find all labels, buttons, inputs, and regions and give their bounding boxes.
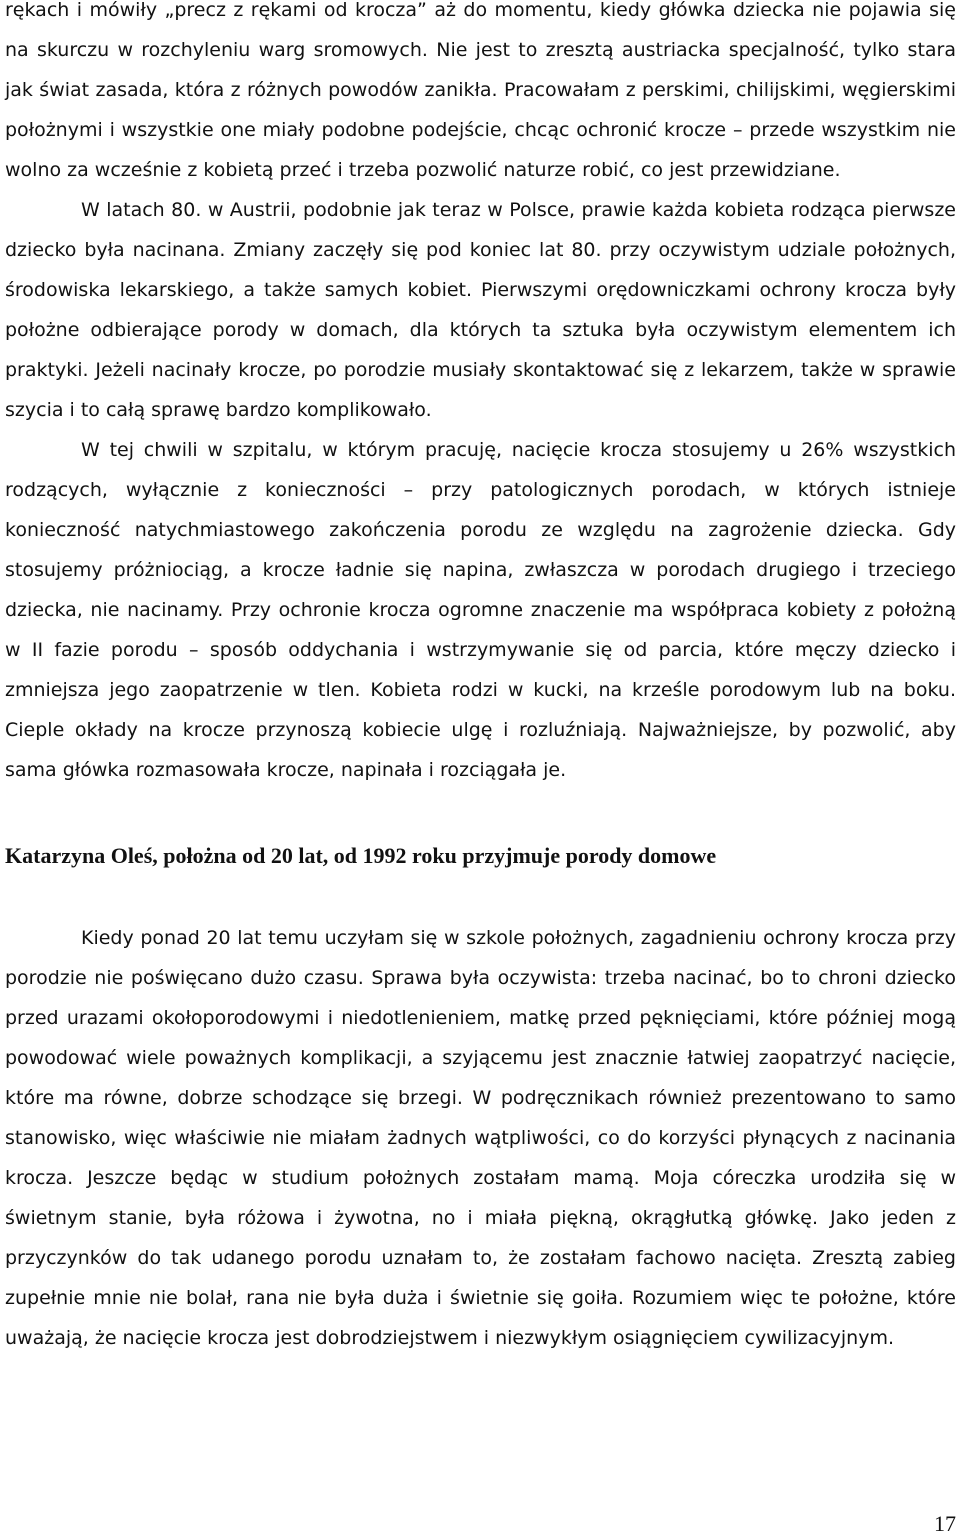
document-page	[5, 0, 956, 1358]
page-number: 17	[934, 1511, 956, 1536]
paragraph-continuation: rękach i mówiły „precz z rękami od krocza” aż do momentu, kiedy główka dziecka nie pojawia się na skurczu w rozchyleniu warg sromowych. Nie jest to zresztą austriacka specjalność, tylko stara jak świat zasada, która z różnych powodów zanikła. Pracowałam z perskimi, chilijskimi, węgierskimi położnymi i wszystkie one miały podobne podejście, chcąc ochronić krocze – przede wszystkim nie wolno za wcześnie z kobietą przeć i trzeba pozwolić naturze robić, co jest przewidziane.	[5, 0, 956, 181]
paragraph-austria-80s: W latach 80. w Austrii, podobnie jak teraz w Polsce, prawie każda kobieta rodząca pierwsze dziecko była nacinana. Zmiany zaczęły się pod koniec lat 80. przy oczywistym udziale położnych, środowiska lekarskiego, a także samych kobiet. Pierwszymi orędowniczkami ochrony krocza były położne odbierające porody w domach, dla których ta sztuka była oczywistym elementem ich praktyki. Jeżeli nacinały krocze, po porodzie musiały skontaktować się z lekarzem, także w sprawie szycia i to całą sprawę bardzo komplikowało.	[5, 199, 956, 421]
paragraph-hospital-practice: W tej chwili w szpitalu, w którym pracuję, nacięcie krocza stosujemy u 26% wszystkich rodzących, wyłącznie z konieczności – przy patologicznych porodach, w których istnieje konieczność natychmiastowego zakończenia porodu ze względu na zagrożenie dziecka. Gdy stosujemy próżniociąg, a krocze ładnie się napina, zwłaszcza w porodach drugiego i trzeciego dziecka, nie nacinamy. Przy ochronie krocza ogromne znaczenie ma współpraca kobiety z położną w II fazie porodu – sposób oddychania i wstrzymywanie się od parcia, które męczy dziecko i zmniejsza jego zaopatrzenie w tlen. Kobieta rodzi w kucki, na krześle porodowym lub na boku. Cieple okłady na krocze przynoszą kobiecie ulgę i rozluźniają. Najważniejsze, by pozwolić, aby sama główka rozmasowała krocze, napinała i rozciągała je.	[5, 439, 956, 781]
paragraph-katarzyna-oles: Kiedy ponad 20 lat temu uczyłam się w szkole położnych, zagadnieniu ochrony krocza przy porodzie nie poświęcano dużo czasu. Sprawa była oczywista: trzeba nacinać, bo to chroni dziecko przed urazami okołoporodowymi i niedotlenieniem, matkę przed pęknięciami, które później mogą powodować wiele poważnych komplikacji, a szyjącemu jest znacznie łatwiej zaopatrzyć nacięcie, które ma równe, dobrze schodzące się brzegi. W podręcznikach również prezentowano to samo stanowisko, więc właściwie nie miałam żadnych wątpliwości, co do korzyści płynących z nacinania krocza. Jeszcze będąc w studium położnych zostałam mamą. Moja córeczka urodziła się w świetnym stanie, była różowa i żywotna, no i miała piękną, okrągłutką główkę. Jako jeden z przyczynków do tak udanego porodu uznałam to, że zostałam fachowo nacięta. Zresztą zabieg zupełnie mnie nie bolał, rana nie była duża i świetnie się goiła. Rozumiem więc te położne, które uważają, że nacięcie krocza jest dobrodziejstwem i niezwykłym osiągnięciem cywilizacyjnym.	[5, 927, 956, 1349]
section-heading: Katarzyna Oleś, położna od 20 lat, od 1992 roku przyjmuje porody domowe	[5, 843, 717, 868]
